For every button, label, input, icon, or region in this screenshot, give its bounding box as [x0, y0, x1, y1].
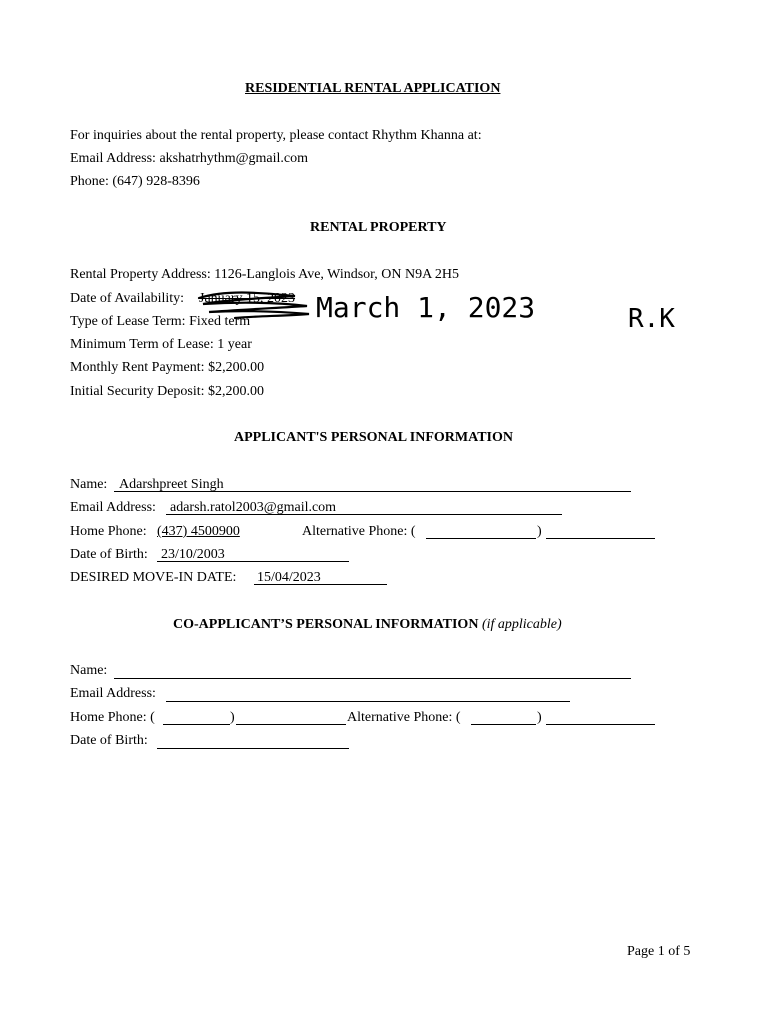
- applicant-email-label: Email Address:: [70, 500, 156, 515]
- min-term-label: Minimum Term of Lease:: [70, 337, 214, 352]
- contact-email-row: [70, 150, 308, 168]
- rental-property-heading: RENTAL PROPERTY: [310, 220, 447, 235]
- co-applicant-heading: CO-APPLICANT’S PERSONAL INFORMATION: [173, 617, 479, 632]
- applicant-home-phone[interactable]: (437) 4500900: [157, 524, 240, 539]
- co-alt-phone-area-line[interactable]: [471, 724, 536, 725]
- applicant-home-phone-label: Home Phone:: [70, 524, 147, 539]
- min-term-row: [70, 336, 252, 354]
- applicant-dob[interactable]: 23/10/2003: [161, 547, 225, 562]
- lease-term-label: Type of Lease Term:: [70, 314, 186, 329]
- document-title: RESIDENTIAL RENTAL APPLICATION: [245, 81, 501, 96]
- co-alt-phone-line[interactable]: [546, 724, 655, 725]
- availability-label: Date of Availability:: [70, 291, 185, 306]
- property-address-row: [70, 266, 459, 284]
- co-home-phone-area-line[interactable]: [163, 724, 230, 725]
- property-address: 1126-Langlois Ave, Windsor, ON N9A 2H5: [214, 267, 460, 282]
- applicant-alt-phone-area-line[interactable]: [426, 538, 536, 539]
- co-home-phone-label: Home Phone: (: [70, 710, 155, 725]
- co-name-label: Name:: [70, 663, 108, 678]
- co-dob-line[interactable]: [157, 748, 349, 749]
- move-in-label: DESIRED MOVE-IN DATE:: [70, 570, 237, 585]
- min-term: 1 year: [217, 337, 252, 352]
- contact-email-label: Email Address:: [70, 151, 156, 166]
- availability-handwritten-date: March 1, 2023: [316, 291, 536, 324]
- contact-phone: (647) 928-8396: [112, 174, 200, 189]
- page-number: Page 1 of 5: [627, 944, 691, 959]
- contact-phone-label: Phone:: [70, 174, 109, 189]
- co-alt-phone-close: ): [537, 710, 542, 725]
- applicant-name[interactable]: Adarshpreet Singh: [119, 477, 224, 492]
- applicant-alt-phone-line[interactable]: [546, 538, 655, 539]
- co-applicant-heading-note: (if applicable): [481, 617, 562, 632]
- contact-intro: For inquiries about the rental property, please contact Rhythm Khanna at:: [70, 128, 482, 143]
- initials: R.K: [628, 304, 675, 334]
- co-home-phone-close: ): [230, 710, 235, 725]
- co-email-line[interactable]: [166, 701, 570, 702]
- co-applicant-heading-row: [173, 616, 562, 634]
- applicant-heading: APPLICANT'S PERSONAL INFORMATION: [234, 430, 513, 445]
- lease-term-row: [70, 313, 250, 331]
- co-email-label: Email Address:: [70, 686, 156, 701]
- rent-amount: $2,200.00: [208, 360, 265, 375]
- lease-term: Fixed term: [189, 314, 251, 329]
- property-address-label: Rental Property Address:: [70, 267, 211, 282]
- contact-email: akshatrhythm@gmail.com: [159, 151, 309, 166]
- applicant-dob-label: Date of Birth:: [70, 547, 148, 562]
- deposit-label: Initial Security Deposit:: [70, 384, 205, 399]
- applicant-alt-phone-label: Alternative Phone: (: [302, 524, 416, 539]
- deposit-amount: $2,200.00: [208, 384, 265, 399]
- deposit-row: [70, 383, 264, 401]
- co-home-phone-line[interactable]: [236, 724, 346, 725]
- co-alt-phone-label: Alternative Phone: (: [347, 710, 461, 725]
- applicant-email[interactable]: adarsh.ratol2003@gmail.com: [170, 500, 337, 515]
- rent-label: Monthly Rent Payment:: [70, 360, 205, 375]
- co-dob-label: Date of Birth:: [70, 733, 148, 748]
- contact-phone-row: [70, 173, 200, 191]
- applicant-name-label: Name:: [70, 477, 108, 492]
- applicant-alt-phone-close: ): [537, 524, 542, 539]
- availability-crossed-date: January 15, 2023: [199, 291, 296, 306]
- co-name-line[interactable]: [114, 678, 631, 679]
- rent-row: [70, 359, 264, 377]
- move-in-date[interactable]: 15/04/2023: [257, 570, 321, 585]
